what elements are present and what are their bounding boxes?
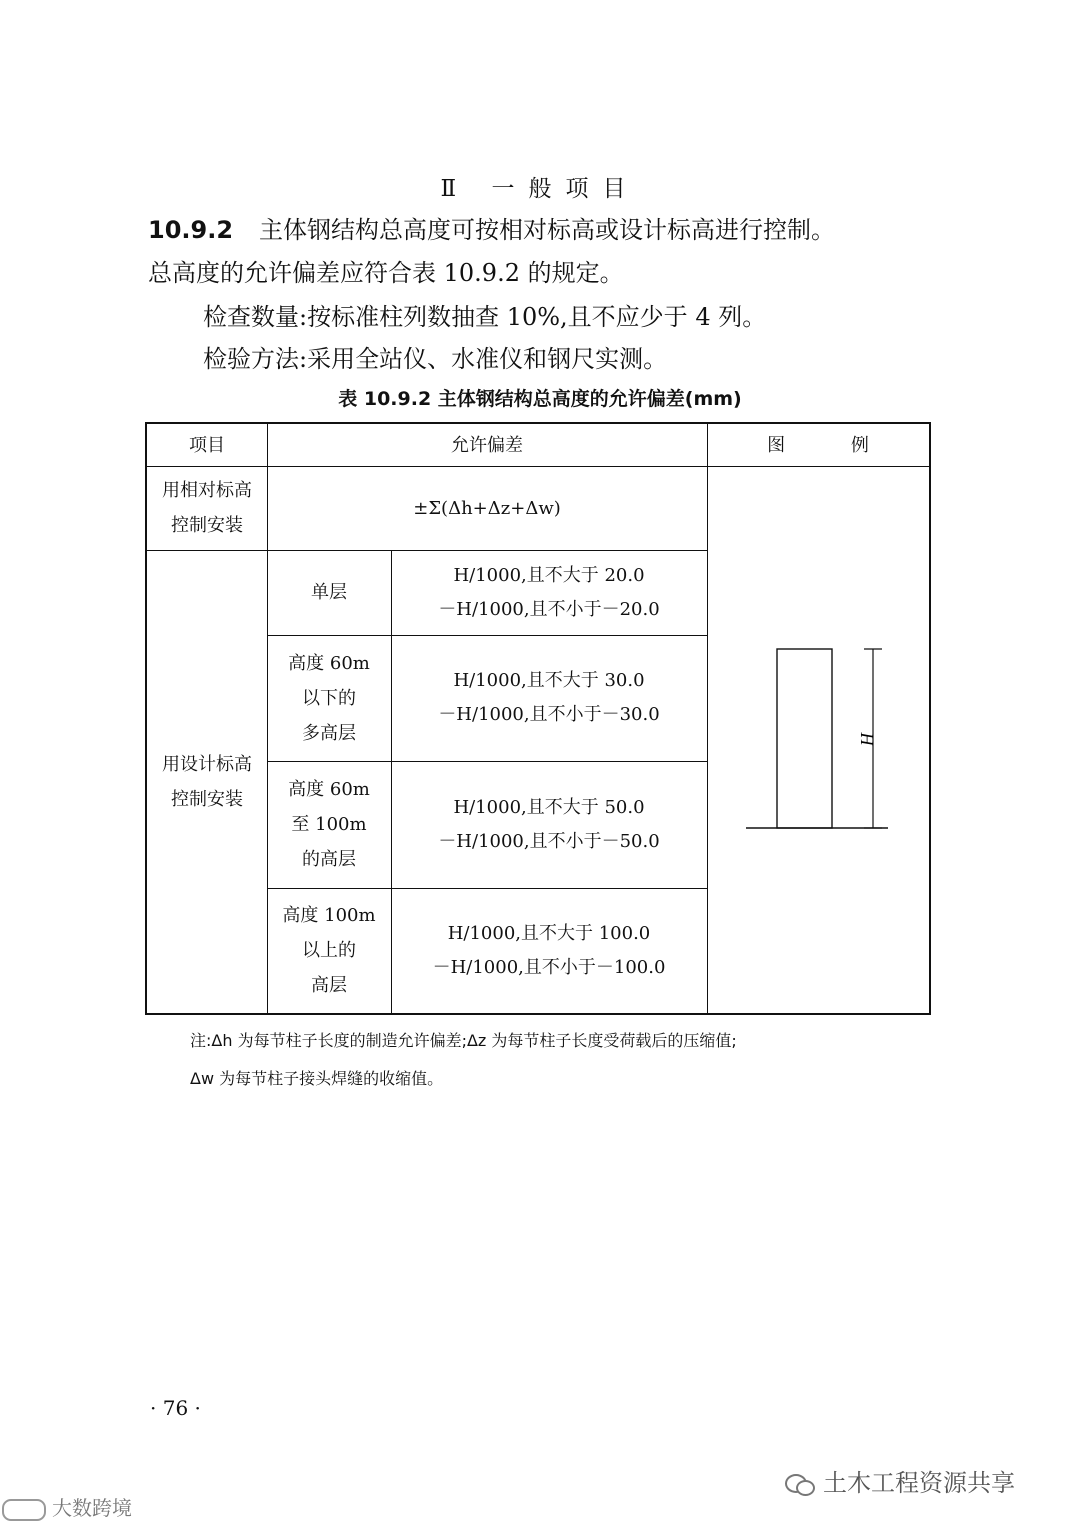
dev-above-100m: H/1000,且不大于 100.0 －H/1000,且不小于－100.0 [432,922,666,978]
watermark-left: 大数跨境 [2,1492,132,1521]
design-label: 用设计标高 控制安装 [162,753,252,810]
clause-number: 10.9.2 [148,216,234,244]
check-method: 检验方法:采用全站仪、水准仪和钢尺实测。 [203,345,668,373]
clause-text-1: 主体钢结构总高度可按相对标高或设计标高进行控制。 [259,216,836,244]
section-heading: Ⅱ 一般项目 [440,176,640,202]
watermark-right: 土木工程资源共享 [785,1463,1015,1498]
dev-below-60m: H/1000,且不大于 30.0 －H/1000,且不小于－30.0 [438,670,660,725]
wechat-icon [785,1472,815,1496]
dev-single-storey: H/1000,且不大于 20.0 －H/1000,且不小于－20.0 [438,564,660,620]
relative-formula: ±Σ(Δh+Δz+Δw) [413,497,561,519]
header-figure: 图 例 [767,434,899,456]
header-item: 项目 [189,434,225,456]
deviation-table [145,422,931,1015]
note-line-1: 注:Δh 为每节柱子长度的制造允许偏差;Δz 为每节柱子长度受荷载后的压缩值; [190,1031,737,1050]
clause-line-1 [148,210,835,245]
figure-height-label: H [857,732,877,746]
relative-label: 用相对标高 控制安装 [162,480,252,536]
header-deviation: 允许偏差 [451,434,523,456]
logo-icon [2,1499,46,1521]
check-quantity: 检查数量:按标准柱列数抽查 10%,且不应少于 4 列。 [203,303,767,331]
clause-line-2: 总高度的允许偏差应符合表 10.9.2 的规定。 [148,259,624,287]
table-title: 表 10.9.2 主体钢结构总高度的允许偏差(mm) [338,388,742,410]
row-60-100m: 高度 60m 至 100m 的高层 [288,779,370,870]
page-number: · 76 · [150,1396,201,1420]
column-height-figure [708,467,929,1013]
dev-60-100m: H/1000,且不大于 50.0 －H/1000,且不小于－50.0 [438,796,660,852]
row-single-storey: 单层 [311,582,347,603]
note-line-2: Δw 为每节柱子接头焊缝的收缩值。 [190,1069,444,1088]
row-below-60m: 高度 60m 以下的 多高层 [288,652,370,744]
row-above-100m: 高度 100m 以上的 高层 [282,905,376,996]
